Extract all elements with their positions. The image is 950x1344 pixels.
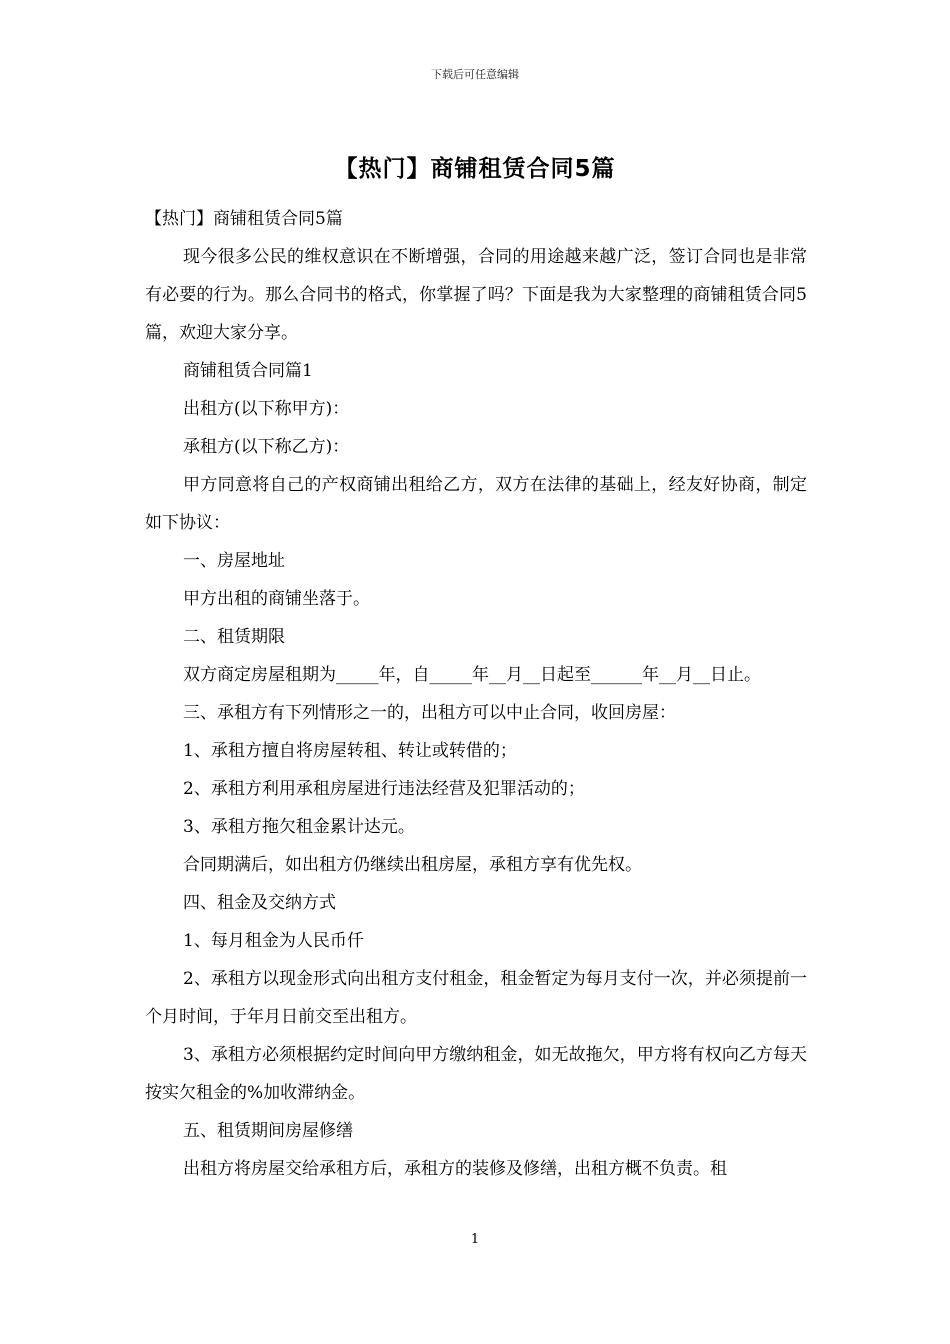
paragraph-10: 三、承租方有下列情形之一的，出租方可以中止合同，收回房屋： [183, 703, 676, 723]
paragraph-2: 商铺租赁合同篇1 [183, 361, 313, 381]
paragraph-1: 现今很多公民的维权意识在不断增强，合同的用途越来越广泛，签订合同也是非常有必要的行为。那么合同书的格式，你掌握了吗？下面是我为大家整理的商铺租赁合同5篇，欢迎大家分享。 [145, 247, 807, 343]
paragraph-9: 双方商定房屋租期为_____年，自_____年__月__日起至______年__月__日止。 [183, 665, 761, 685]
paragraph-8: 二、租赁期限 [183, 627, 285, 647]
paragraph-0: 【热门】商铺租赁合同5篇 [145, 209, 343, 229]
page-header-note: 下载后可任意编辑 [431, 68, 519, 81]
document-body [145, 200, 807, 1188]
document-title: 【热门】商铺租赁合同5篇 [334, 156, 616, 182]
paragraph-7: 甲方出租的商铺坐落于。 [183, 589, 370, 609]
paragraph-15: 四、租金及交纳方式 [183, 893, 336, 913]
paragraph-18: 3、承租方必须根据约定时间向甲方缴纳租金，如无故拖欠，甲方将有权向乙方每天按实欠租金的%加收滞纳金。 [145, 1045, 807, 1103]
paragraph-4: 承租方(以下称乙方)： [183, 437, 350, 457]
paragraph-13: 3、承租方拖欠租金累计达元。 [183, 817, 415, 837]
paragraph-20: 出租方将房屋交给承租方后，承租方的装修及修缮，出租方概不负责。租 [183, 1159, 727, 1179]
paragraph-17: 2、承租方以现金形式向出租方支付租金，租金暂定为每月支付一次，并必须提前一个月时间，于年月日前交至出租方。 [145, 969, 807, 1027]
paragraph-12: 2、承租方利用承租房屋进行违法经营及犯罪活动的； [183, 779, 585, 799]
paragraph-16: 1、每月租金为人民币仟 [183, 931, 364, 951]
paragraph-11: 1、承租方擅自将房屋转租、转让或转借的； [183, 741, 517, 761]
paragraph-14: 合同期满后，如出租方仍继续出租房屋，承租方享有优先权。 [183, 855, 642, 875]
paragraph-6: 一、房屋地址 [183, 551, 285, 571]
paragraph-19: 五、租赁期间房屋修缮 [183, 1121, 353, 1141]
paragraph-5: 甲方同意将自己的产权商铺出租给乙方，双方在法律的基础上，经友好协商，制定如下协议： [145, 475, 807, 533]
paragraph-3: 出租方(以下称甲方)： [183, 399, 350, 419]
page-number: 1 [470, 1232, 480, 1247]
